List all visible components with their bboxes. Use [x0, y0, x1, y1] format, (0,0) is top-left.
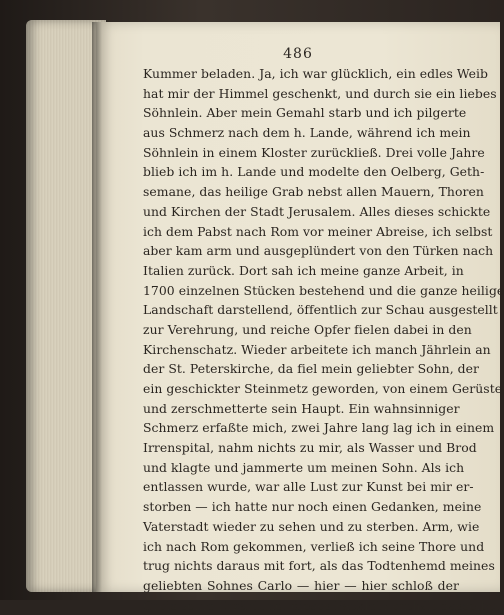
text-line: und klagte und jammerte um meinen Sohn. Als ich	[143, 459, 465, 475]
text-line: entlassen wurde, war alle Lust zur Kunst bei mir er-	[143, 479, 474, 495]
page-body-text	[143, 64, 504, 615]
text-line: zur Verehrung, und reiche Opfer fielen dabei in den	[143, 321, 472, 337]
text-line: und zerschmetterte sein Haupt. Ein wahnsinniger	[143, 400, 460, 416]
text-line: aber kam arm und ausgeplündert von den Türken nach	[143, 243, 494, 259]
text-line: Söhnlein. Aber mein Gemahl starb und ich pilgerte	[143, 105, 467, 121]
text-line: ein geschickter Steinmetz geworden, von einem Gerüste	[143, 381, 503, 396]
text-line: Kirchenschatz. Wieder arbeitete ich manch Jährlein an	[143, 341, 491, 357]
text-line: 1700 einzelnen Stücken bestehend und die ganze heilige	[143, 282, 504, 298]
text-line: geliebten Sohnes Carlo — hier — hier schloß der	[143, 577, 459, 593]
text-line: Kummer beladen. Ja, ich war glücklich, ein edles Weib	[143, 66, 489, 81]
text-line: blieb ich im h. Lande und modelte den Oelberg, Geth-	[143, 164, 485, 180]
text-line: ich dem Pabst nach Rom vor meiner Abreise, ich selbst	[143, 223, 493, 239]
spine-shadow	[92, 22, 102, 592]
text-line: ich nach Rom gekommen, verließ ich seine Thore und	[143, 538, 485, 554]
text-line: Söhnlein in einem Kloster zurückließ. Drei volle Jahre	[143, 144, 485, 160]
text-line: aus Schmerz nach dem h. Lande, während ich mein	[143, 125, 471, 141]
page-number: 486	[283, 46, 313, 62]
text-line: semane, das heilige Grab nebst allen Mauern, Thoren	[143, 184, 484, 200]
text-line: Irrenspital, nahm nichts zu mir, als Wasser und Brod	[143, 440, 477, 456]
text-line: Landschaft darstellend, öffentlich zur Schau ausgestellt	[143, 302, 498, 318]
text-line: Schmerz erfaßte mich, zwei Jahre lang lag ich in einem	[143, 420, 495, 436]
text-line: und Kirchen der Stadt Jerusalem. Alles dieses schickte	[143, 203, 491, 219]
text-line: Greis seine Erzählung, dieses Päcklein enthält dasselbe.	[143, 597, 500, 613]
text-line: storben — ich hatte nur noch einen Gedanken, meine	[143, 499, 482, 515]
text-line: Italien zurück. Dort sah ich meine ganze Arbeit, in	[143, 262, 464, 278]
text-line: hat mir der Himmel geschenkt, und durch sie ein liebes	[143, 85, 497, 101]
text-line: Vaterstadt wieder zu sehen und zu sterben. Arm, wie	[143, 518, 480, 534]
text-line: der St. Peterskirche, da fiel mein geliebter Sohn, der	[143, 361, 480, 377]
text-line: trug nichts daraus mit fort, als das Todtenhemd meines	[143, 558, 495, 574]
